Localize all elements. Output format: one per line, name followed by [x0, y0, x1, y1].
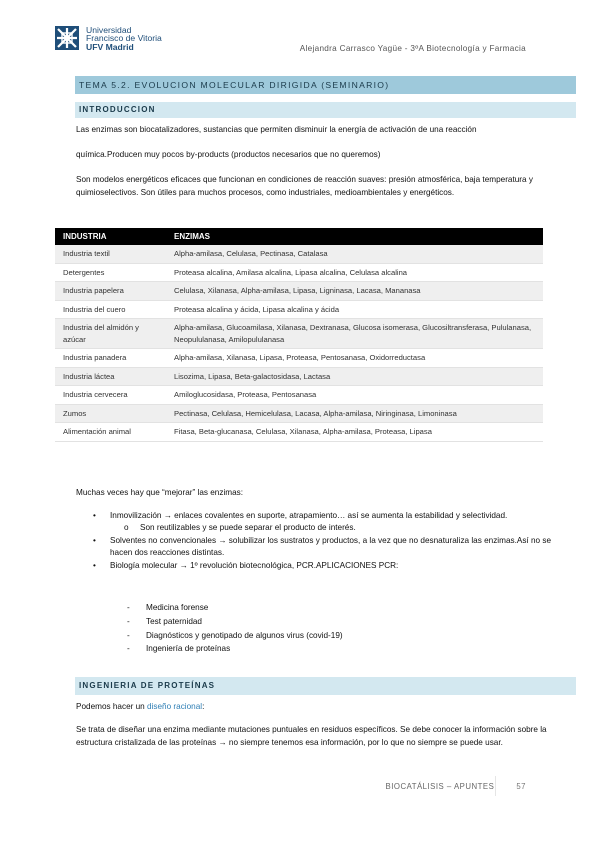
table-row: [55, 282, 543, 301]
industry-cell: Industria del cuero: [55, 300, 166, 319]
application-text: Medicina forense: [146, 603, 209, 612]
industry-cell: Detergentes: [55, 263, 166, 282]
pcr-applications-list: [127, 601, 427, 656]
logo-line-2: Francisco de Vitoria: [86, 33, 162, 44]
table-row: [55, 300, 543, 319]
application-text: Ingeniería de proteínas: [146, 644, 231, 654]
logo-line-1: Universidad: [86, 25, 132, 35]
list-item: [127, 615, 427, 629]
intro-paragraph-1b: química.Producen muy pocos by-products (productos necesarios que no queremos): [76, 150, 381, 159]
bullet-icon: •: [93, 560, 96, 570]
lead-suffix: :: [202, 702, 205, 711]
industry-cell: Industria papelera: [55, 282, 166, 301]
list-item: [127, 642, 427, 656]
enzymes-industry-table: [55, 228, 543, 442]
sub-bullet-text: Son reutilizables y se puede separar el producto de interés.: [140, 523, 356, 533]
industry-cell: Industria cervecera: [55, 386, 166, 405]
bullet-text: Biología molecular → 1º revolución biotecnológica, PCR.APLICACIONES PCR:: [110, 560, 399, 570]
enzymes-cell: Lisozima, Lipasa, Beta-galactosidasa, Lactasa: [166, 367, 543, 386]
enzymes-cell: Alpha-amilasa, Celulasa, Pectinasa, Catalasa: [166, 245, 543, 263]
intro-heading: INTRODUCCION: [75, 102, 576, 118]
industry-cell: Industria panadera: [55, 349, 166, 368]
enzymes-cell: Alpha-amilasa, Xilanasa, Lipasa, Proteasa, Pentosanasa, Oxidorreductasa: [166, 349, 543, 368]
ufv-logo-icon: [55, 26, 79, 50]
list-item: [93, 522, 563, 534]
protein-engineering-lead: [76, 701, 576, 714]
table-row: [55, 386, 543, 405]
list-item: [93, 535, 563, 560]
author-header: Alejandra Carrasco Yagüe - 3ºA Biotecnología y Farmacia: [299, 44, 526, 53]
table-row: [55, 367, 543, 386]
application-text: Test paternidad: [146, 616, 202, 626]
rational-design-link[interactable]: diseño racional: [147, 702, 203, 711]
enzymes-cell: Alpha-amilasa, Glucoamilasa, Xilanasa, Dextranasa, Glucosa isomerasa, Glucosiltransferasa, Pululanasa, Neopululanasa, Amilopululanasa: [166, 319, 543, 349]
list-item: [93, 510, 563, 522]
industry-cell: Industria textil: [55, 245, 166, 263]
table-row: [55, 404, 543, 423]
industry-cell: Zumos: [55, 404, 166, 423]
improve-bullet-list: [93, 510, 563, 572]
enzymes-cell: Proteasa alcalina y ácida, Lipasa alcalina y ácida: [166, 300, 543, 319]
bullet-icon: •: [93, 511, 96, 520]
table-row: [55, 319, 543, 349]
circle-bullet-icon: o: [124, 523, 129, 533]
table-row: [55, 423, 543, 442]
dash-icon: -: [127, 603, 130, 612]
table-row: [55, 349, 543, 368]
enzymes-cell: Pectinasa, Celulasa, Hemicelulasa, Lacasa, Alpha-amilasa, Niringinasa, Limoninasa: [166, 404, 543, 423]
intro-paragraph-1a: Las enzimas son biocatalizadores, sustancias que permiten disminuir la energía de activación de una reacción: [76, 125, 477, 134]
dash-icon: -: [127, 630, 130, 640]
table-header-industry: INDUSTRIA: [55, 228, 166, 245]
intro-paragraph-2: Son modelos energéticos eficaces que funcionan en condiciones de reacción suaves: presión atmosférica, baja temperatura y quimioselectivos. Son útiles para muchos procesos, como industriales, medioambientales y energéticos.: [76, 175, 533, 197]
enzymes-cell: Fitasa, Beta-glucanasa, Celulasa, Xilanasa, Alpha-amilasa, Proteasa, Lipasa: [166, 423, 543, 442]
protein-engineering-paragraph: Se trata de diseñar una enzima mediante mutaciones puntuales en residuos específicos. Se debe conocer la información sobre la estructura cristalizada de las proteínas → no siempre tenemos esa información, por lo que no siempre se puede usar.: [76, 725, 547, 747]
table-row: [55, 245, 543, 263]
table-header-enzymes: ENZIMAS: [166, 228, 543, 245]
table-header-row: [55, 228, 543, 245]
enzymes-cell: Celulasa, Xilanasa, Alpha-amilasa, Lipasa, Ligninasa, Lacasa, Mananasa: [166, 282, 543, 301]
logo-line-3: UFV Madrid: [86, 41, 134, 52]
dash-icon: -: [127, 616, 130, 626]
university-logo: [55, 26, 165, 52]
bullet-text: Solventes no convencionales → solubilizar los sustratos y productos, a la vez que no desnaturaliza las enzimas.Así no se hacen dos reacciones distintas.: [110, 535, 551, 558]
list-item: [93, 560, 563, 572]
industry-cell: Industria láctea: [55, 367, 166, 386]
dash-icon: -: [127, 644, 130, 654]
topic-title: TEMA 5.2. EVOLUCION MOLECULAR DIRIGIDA (SEMINARIO): [75, 76, 576, 94]
list-item: [127, 601, 427, 615]
page-number: 57: [516, 782, 526, 791]
page-footer: [386, 782, 526, 791]
footer-label: BIOCATÁLISIS – APUNTES: [385, 782, 495, 791]
protein-engineering-heading: INGENIERIA DE PROTEÍNAS: [75, 677, 576, 695]
bullet-icon: •: [93, 535, 96, 545]
improve-lead: Muchas veces hay que “mejorar” las enzimas:: [76, 488, 244, 497]
industry-cell: Alimentación animal: [55, 423, 166, 442]
lead-prefix: Podemos hacer un: [76, 702, 148, 711]
enzymes-cell: Proteasa alcalina, Amilasa alcalina, Lipasa alcalina, Celulasa alcalina: [166, 263, 543, 282]
application-text: Diagnósticos y genotipado de algunos virus (covid-19): [146, 630, 343, 640]
industry-cell: Industria del almidón y azúcar: [55, 319, 166, 349]
bullet-text: Inmovilización → enlaces covalentes en suporte, atrapamiento… así se aumenta la estabilidad y selectividad.: [110, 511, 508, 520]
enzymes-cell: Amiloglucosidasa, Proteasa, Pentosanasa: [166, 386, 543, 405]
list-item: [127, 629, 427, 643]
table-row: [55, 263, 543, 282]
